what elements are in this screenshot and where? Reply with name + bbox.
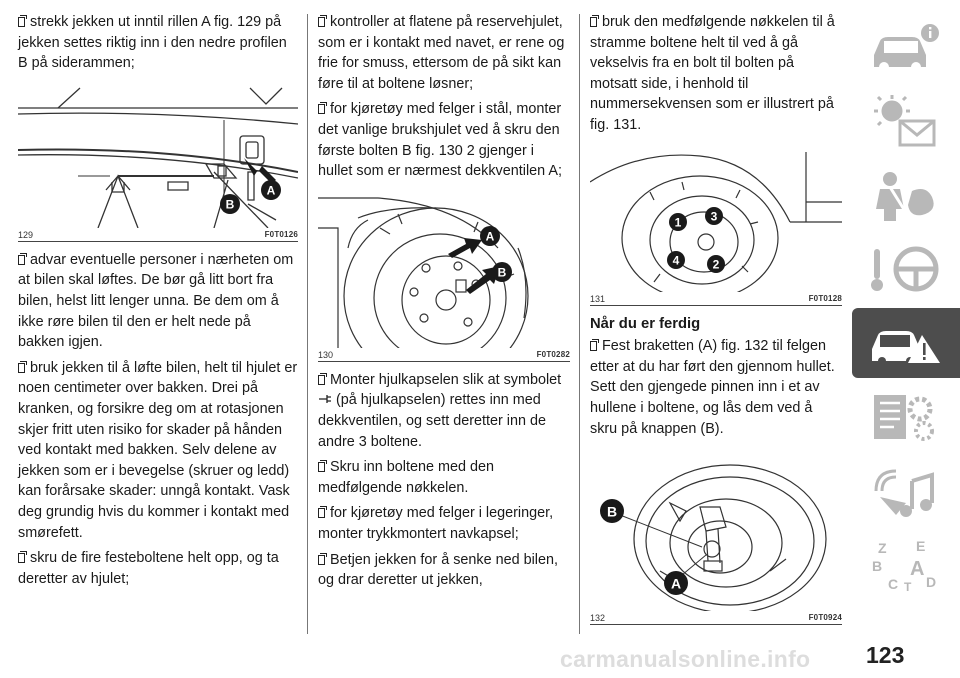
label-b: B bbox=[497, 265, 507, 280]
bolt-number-4: 4 bbox=[672, 253, 680, 268]
warning-lights-icon bbox=[866, 91, 946, 151]
instruction-step: Betjen jekken for å senke ned bilen, og drar deretter ut jekken, bbox=[318, 551, 559, 589]
tab-safety[interactable] bbox=[852, 160, 960, 230]
jack-illustration bbox=[18, 80, 298, 228]
column-3 bbox=[590, 12, 842, 633]
instruction-step: skru de fire festeboltene helt opp, og ta deretter av hjulet; bbox=[18, 550, 279, 587]
driving-icon bbox=[866, 239, 946, 299]
figure-code: F0T0128 bbox=[808, 293, 842, 303]
label-a: A bbox=[266, 183, 276, 198]
tab-emergency[interactable] bbox=[852, 308, 960, 378]
svg-text:Z: Z bbox=[878, 540, 887, 556]
index-icon bbox=[866, 535, 946, 595]
chapter-sidebar bbox=[852, 12, 960, 604]
instruction-step: Fest braketten (A) fig. 132 til felgen etter at du har ført den gjennom hullet. Sett den gjengede pinnen inn i et av hullene i boltene, og lås dem ved å skru på knappen (B). bbox=[590, 338, 835, 437]
instruction-step: for kjøretøy med felger i legeringer, monter trykkmontert navkapsel; bbox=[318, 505, 554, 542]
figure-131 bbox=[590, 142, 842, 306]
column-1 bbox=[18, 12, 298, 594]
column-2 bbox=[318, 12, 570, 596]
bolt-number-1: 1 bbox=[674, 215, 682, 230]
tab-car-info[interactable] bbox=[852, 12, 960, 82]
figure-number: 129 bbox=[18, 229, 34, 240]
tab-maintenance[interactable] bbox=[852, 382, 960, 452]
page-number: 123 bbox=[866, 642, 905, 668]
checkbox-bullet-icon bbox=[318, 375, 325, 385]
instruction-step: bruk den medfølgende nøkkelen til å stramme boltene helt til ved å gå vekselvis fra en bolt til bolten på motsatt side, i henhold til nummersekvensen som er illustrert på fig. 131. bbox=[590, 14, 835, 133]
checkbox-bullet-icon bbox=[18, 553, 25, 563]
instruction-step: for kjøretøy med felger i stål, monter det vanlige brukshjulet ved å skru den første bolten B fig. 130 2 gjenger i hullet som er nærmest dekkventilen A; bbox=[318, 101, 562, 180]
multimedia-icon bbox=[866, 461, 946, 521]
watermark: carmanualsonline.info bbox=[560, 646, 811, 672]
safety-icon bbox=[866, 165, 946, 225]
tab-multimedia[interactable] bbox=[852, 456, 960, 526]
svg-text:B: B bbox=[872, 558, 883, 574]
checkbox-bullet-icon bbox=[318, 508, 325, 518]
checkbox-bullet-icon bbox=[18, 17, 25, 27]
checkbox-bullet-icon bbox=[318, 17, 325, 27]
tab-index[interactable] bbox=[852, 530, 960, 600]
svg-text:C: C bbox=[888, 576, 899, 592]
column-divider bbox=[579, 14, 580, 634]
checkbox-bullet-icon bbox=[318, 555, 325, 565]
figure-code: F0T0282 bbox=[536, 349, 570, 359]
maintenance-icon bbox=[866, 387, 946, 447]
wheel-mount-illustration bbox=[318, 188, 570, 348]
label-a: A bbox=[485, 229, 495, 244]
checkbox-bullet-icon bbox=[590, 341, 597, 351]
label-b: B bbox=[606, 503, 618, 520]
instruction-step: Skru inn boltene med den medfølgende nøkkelen. bbox=[318, 459, 495, 496]
checkbox-bullet-icon bbox=[318, 104, 325, 114]
checkbox-bullet-icon bbox=[318, 462, 325, 472]
label-b: B bbox=[225, 197, 235, 212]
figure-code: F0T0126 bbox=[264, 229, 298, 239]
svg-text:D: D bbox=[926, 574, 937, 590]
instruction-step: bruk jekken til å løfte bilen, helt til hjulet er noen centimeter over bakken. Drei på kranken, og forsikre deg om at rotasjonen skjer fritt uten risiko for skader på hånden ved kontakt med bakken. Selv delene av jekken som er i bevegelse (skruer og ledd) kan forårsake skader: unngå kontakt. Vask deg grundig hvis du kommer i kontakt med smørefett. bbox=[18, 359, 298, 541]
checkbox-bullet-icon bbox=[18, 255, 25, 265]
bolt-sequence-illustration bbox=[590, 142, 842, 292]
emergency-icon bbox=[866, 313, 946, 373]
checkbox-bullet-icon bbox=[590, 17, 597, 27]
svg-text:T: T bbox=[904, 580, 912, 594]
instruction-step: strekk jekken ut inntil rillen A fig. 129 på jekken settes riktig inn i den nedre profilen B på siderammen; bbox=[18, 14, 287, 72]
figure-129 bbox=[18, 80, 298, 242]
spare-wheel-illustration bbox=[590, 451, 842, 611]
instruction-step: Monter hjulkapselen slik at symbolet (på hjulkapselen) rettes inn med dekkventilen, og sett deretter inn de andre 3 boltene. bbox=[318, 371, 562, 450]
svg-text:A: A bbox=[910, 558, 925, 580]
bolt-number-2: 2 bbox=[712, 257, 720, 272]
figure-132 bbox=[590, 451, 842, 625]
figure-number: 131 bbox=[590, 293, 606, 304]
label-a: A bbox=[670, 575, 682, 592]
column-divider bbox=[307, 14, 308, 634]
section-heading: Når du er ferdig bbox=[590, 315, 701, 332]
tab-driving[interactable] bbox=[852, 234, 960, 304]
bolt-number-3: 3 bbox=[710, 209, 718, 224]
valve-symbol-icon bbox=[318, 393, 332, 405]
svg-text:E: E bbox=[916, 538, 926, 554]
figure-number: 130 bbox=[318, 349, 334, 360]
figure-130 bbox=[318, 188, 570, 362]
instruction-step: advar eventuelle personer i nærheten om at bilen skal løftes. De bør gå litt bort fra bilen, helst litt lenger unna. Be dem om å ikke røre bilen til den er helt nede på bakken igjen. bbox=[18, 251, 294, 351]
car-info-icon bbox=[866, 17, 946, 77]
figure-code: F0T0924 bbox=[808, 613, 842, 623]
instruction-step: kontroller at flatene på reservehjulet, som er i kontakt med navet, er rene og frie for smuss, ettersom de på sikt kan føre til at boltene løsner; bbox=[318, 14, 565, 92]
checkbox-bullet-icon bbox=[18, 363, 25, 373]
tab-warning-lights[interactable] bbox=[852, 86, 960, 156]
figure-number: 132 bbox=[590, 613, 606, 624]
